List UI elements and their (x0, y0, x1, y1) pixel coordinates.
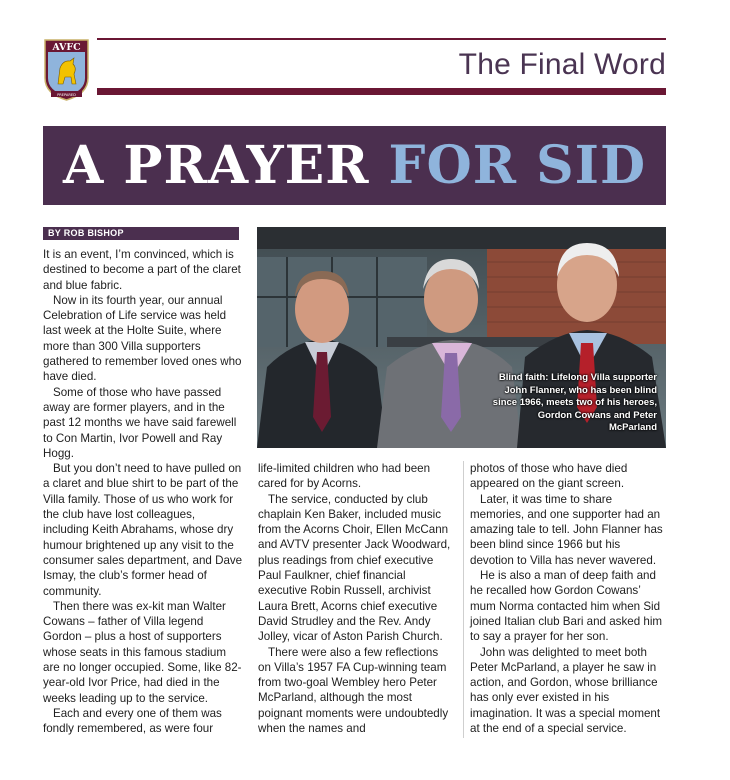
crest-motto: PREPARED (57, 93, 76, 97)
article-column-3 (470, 461, 666, 736)
paragraph: Later, it was time to share memories, and one supporter had an amazing tale to tell. John Flanner has been blind since 1966 but his devotion to Villa has never wavered. (470, 492, 663, 567)
article-column-2 (258, 461, 454, 736)
photo-caption: Blind faith: Lifelong Villa supporter John Flanner, who has been blind since 1966, meets two of his heroes, Gordon Cowans and Peter McParland (492, 372, 657, 433)
section-title: The Final Word (458, 48, 666, 81)
headline-part-2: FOR SID (388, 134, 647, 196)
header-top-rule (97, 38, 666, 40)
paragraph: The service, conducted by club chaplain Ken Baker, included music from the Acorns Choir, Ellen McCann and AVTV presenter Jack Woodward, plus readings from chief executive Paul Faulkner, chief financial executive Robin Russell, archivist Laura Brett, Acorns chief executive David Strudley and the Rev. Andy Jolley, vicar of Aston Parish Church. (258, 492, 451, 644)
header-bottom-rule (97, 88, 666, 95)
paragraph: Some of those who have passed away are former players, and in the past 12 months we have said farewell to Con Martin, Ivor Powell and Ray Hogg. (43, 385, 237, 460)
article-photo (257, 227, 666, 448)
column-divider (463, 461, 464, 738)
paragraph: life-limited children who had been cared for by Acorns. (258, 462, 431, 491)
paragraph: John was delighted to meet both Peter McParland, a player he saw in action, and Gordon, whose brilliance has only ever existed in his imagination. It was a special moment at the end of a special service. (470, 645, 661, 736)
byline: BY ROB BISHOP (43, 227, 239, 240)
headline-banner (43, 126, 666, 205)
paragraph: Each and every one of them was fondly remembered, as were four (43, 706, 222, 736)
paragraph: photos of those who have died appeared on the giant screen. (470, 462, 628, 491)
club-crest-logo (43, 38, 90, 102)
headline (63, 136, 646, 196)
paragraph: He is also a man of deep faith and he recalled how Gordon Cowans’ mum Norma contacted him when Sid joined Italian club Bari and asked him to say a prayer for her son. (470, 569, 663, 644)
headline-part-1: A PRAYER (62, 134, 370, 196)
paragraph: Then there was ex-kit man Walter Cowans – father of Villa legend Gordon – plus a host of supporters whose seats in this famous stadium are no longer occupied. Some, like 82-year-old Ivor Price, had died in the weeks leading up to the service. (43, 599, 242, 705)
paragraph: Now in its fourth year, our annual Celebration of Life service was held last week at the Holte Suite, where more than 300 Villa supporters gathered to remember loved ones who have died. (43, 293, 242, 384)
paragraph: But you don’t need to have pulled on a claret and blue shirt to be part of the Villa family. Those of us who work for the club have lost colleagues, including Keith Abrahams, whose dry humour brightened up any visit to the consumer sales department, and Dave Ismay, the club’s former head of community. (43, 462, 243, 598)
crest-letters: AVFC (52, 42, 81, 53)
article-column-1 (43, 247, 243, 737)
paragraph: It is an event, I’m convinced, which is destined to become a part of the claret and blue fabric. (43, 248, 241, 292)
paragraph: There were also a few reflections on Villa’s 1957 FA Cup-winning team from two-goal Wembley hero Peter McParland, although the most poignant moments were undoubtedly when the names and (258, 645, 449, 736)
